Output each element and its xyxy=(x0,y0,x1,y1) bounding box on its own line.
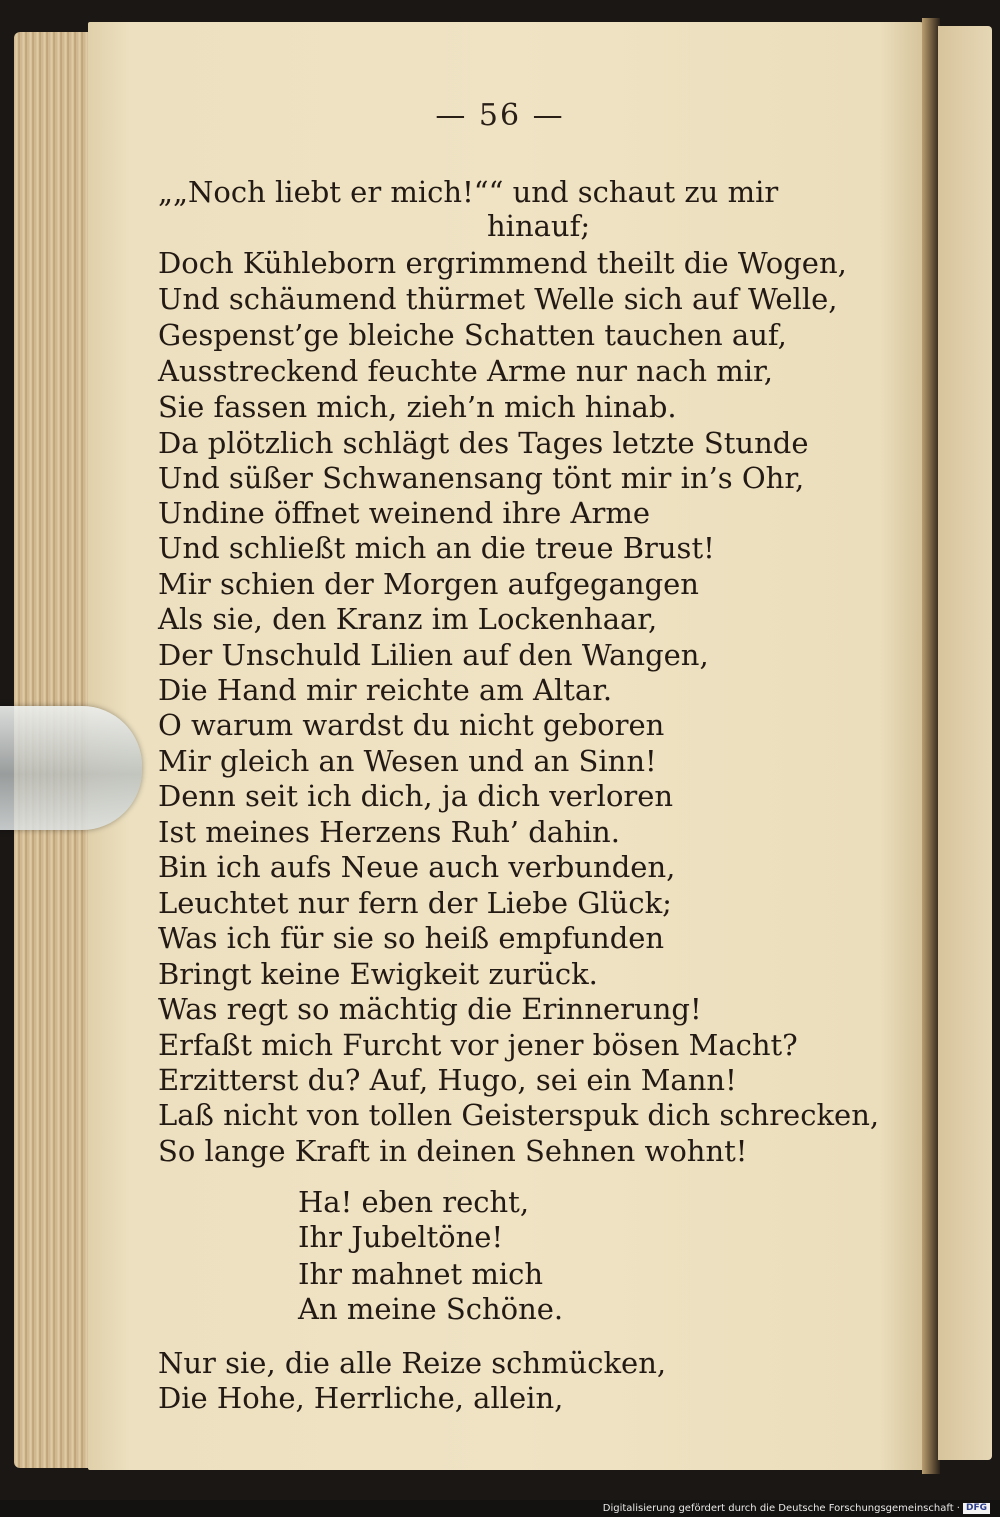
text-line: hinauf; xyxy=(487,209,591,243)
text-line: Laß nicht von tollen Geisterspuk dich schrecken, xyxy=(158,1098,880,1132)
text-line: Der Unschuld Lilien auf den Wangen, xyxy=(158,638,709,672)
text-line: Mir gleich an Wesen und an Sinn! xyxy=(158,744,657,778)
facing-page-edge xyxy=(938,26,992,1460)
text-line: Sie fassen mich, zieh’n mich hinab. xyxy=(158,390,677,424)
text-line: Ihr Jubeltöne! xyxy=(298,1220,504,1254)
text-line: Ausstreckend feuchte Arme nur nach mir, xyxy=(158,354,773,388)
dfg-logo: DFG xyxy=(963,1503,990,1514)
text-line: Und schäumend thürmet Welle sich auf Welle, xyxy=(158,282,838,316)
digitization-credit xyxy=(603,1500,990,1517)
text-line: Was regt so mächtig die Erinnerung! xyxy=(158,992,702,1026)
text-line: „„Noch liebt er mich!““ und schaut zu mir xyxy=(158,175,779,209)
text-line: Doch Kühleborn ergrimmend theilt die Wogen, xyxy=(158,246,847,280)
text-line: Und schließt mich an die treue Brust! xyxy=(158,531,715,565)
text-line: Bin ich aufs Neue auch verbunden, xyxy=(158,850,676,884)
text-line: Als sie, den Kranz im Lockenhaar, xyxy=(158,602,658,636)
text-line: Erfaßt mich Furcht vor jener bösen Macht? xyxy=(158,1028,798,1062)
text-line: Denn seit ich dich, ja dich verloren xyxy=(158,779,674,813)
text-line: Erzitterst du? Auf, Hugo, sei ein Mann! xyxy=(158,1063,737,1097)
text-line: Die Hand mir reichte am Altar. xyxy=(158,673,613,707)
text-line: Bringt keine Ewigkeit zurück. xyxy=(158,957,598,991)
text-line: Was ich für sie so heiß empfunden xyxy=(158,921,665,955)
text-line: An meine Schöne. xyxy=(298,1292,564,1326)
text-line: Leuchtet nur fern der Liebe Glück; xyxy=(158,886,672,920)
text-line: Ha! eben recht, xyxy=(298,1185,530,1219)
text-line: O warum wardst du nicht geboren xyxy=(158,708,665,742)
text-line: Nur sie, die alle Reize schmücken, xyxy=(158,1346,667,1380)
page-clip xyxy=(0,706,142,830)
text-line: Undine öffnet weinend ihre Arme xyxy=(158,496,651,530)
text-line: So lange Kraft in deinen Sehnen wohnt! xyxy=(158,1134,748,1168)
text-line: Ihr mahnet mich xyxy=(298,1257,544,1291)
text-line: Mir schien der Morgen aufgegangen xyxy=(158,567,699,601)
text-line: Die Hohe, Herrliche, allein, xyxy=(158,1381,564,1415)
text-line: Gespenst’ge bleiche Schatten tauchen auf, xyxy=(158,318,787,352)
page-number: — 56 — xyxy=(435,98,565,133)
text-line: Da plötzlich schlägt des Tages letzte Stunde xyxy=(158,426,809,460)
text-line: Ist meines Herzens Ruh’ dahin. xyxy=(158,815,620,849)
credit-text: Digitalisierung gefördert durch die Deutsche Forschungsgemeinschaft · xyxy=(602,1503,960,1514)
text-line: Und süßer Schwanensang tönt mir in’s Ohr, xyxy=(158,461,805,495)
